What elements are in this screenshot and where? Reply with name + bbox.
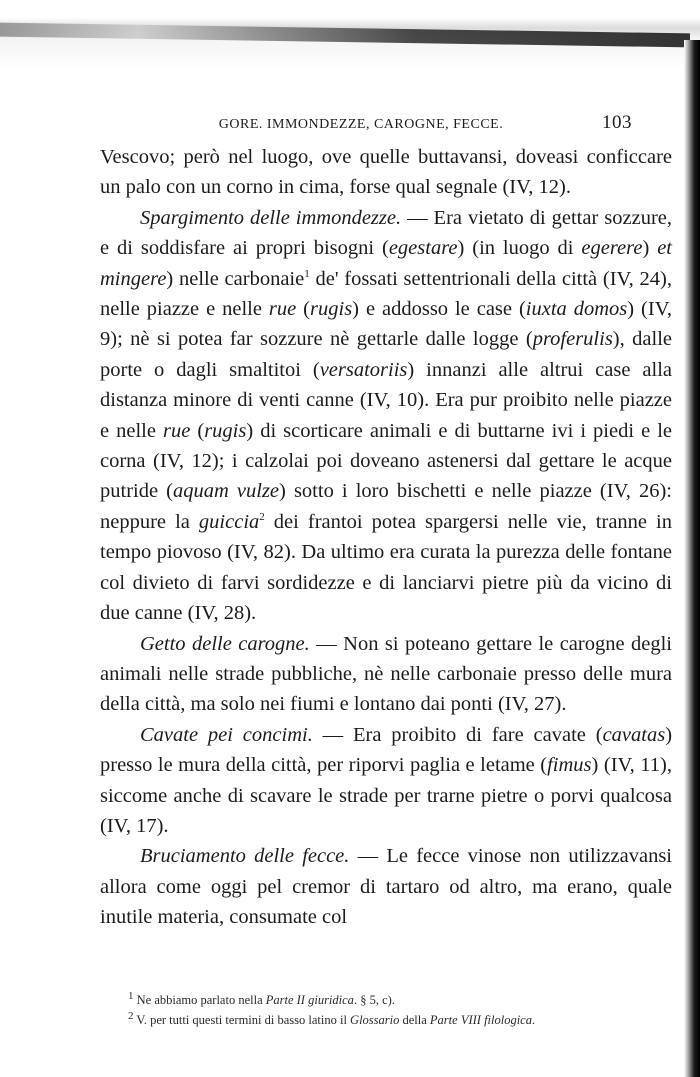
running-head — [100, 112, 672, 142]
text-run: ( — [190, 419, 205, 442]
paragraph-bruciamento — [100, 841, 672, 932]
text-run: ) innanzi alle altrui case alla distanza minore di venti canne (IV, 10). Era pur proibito nelle piazze e nelle — [100, 358, 672, 442]
latin-term: rue — [268, 298, 297, 321]
text-run: ), dalle porte o dagli smaltitoi ( — [100, 328, 672, 381]
latin-term: egestare — [388, 237, 458, 260]
footnote-ref: 1 — [304, 267, 310, 280]
latin-term: versatoriis — [319, 358, 408, 381]
text-run: ) di scorticare animali e di buttarne ivi i piedi e le corna (IV, 12); i calzolai poi doveano astenersi dal gettare le acque putride ( — [100, 419, 672, 503]
title-ref: Glossario — [350, 1013, 400, 1027]
running-head-title: GORE. IMMONDEZZE, CAROGNE, FECCE. — [218, 117, 504, 132]
text-run: ( — [296, 298, 311, 321]
scan-shadow-band — [0, 23, 690, 48]
latin-term: rugis — [204, 419, 247, 442]
text-run: . § 5, c). — [353, 993, 395, 1007]
text-run: V. per tutti questi termini di basso latino il — [133, 1013, 351, 1027]
text-run: — Non si poteano gettare le carogne degli animali nelle strade pubbliche, nè nelle carbonaie presso delle mura della città, ma solo nei fiumi e lontano dai ponti (IV, 27). — [100, 632, 672, 716]
latin-term: fimus — [547, 754, 592, 777]
title-ref: Parte II giuridica — [265, 993, 354, 1007]
text-run: ) (in luogo di — [457, 237, 582, 260]
footnote-2 — [100, 1010, 660, 1030]
footnote-1 — [100, 990, 660, 1010]
latin-term: rugis — [310, 298, 353, 321]
footnote-mark: 1 — [128, 989, 134, 1002]
paragraph-carogne — [100, 629, 672, 720]
text-run: — Era vietato di gettar sozzure, e di soddisfare ai propri bisogni ( — [100, 206, 672, 260]
text-run: ) nelle carbonaie — [166, 267, 305, 290]
book-page — [100, 112, 672, 933]
text-run: ) presso le mura della città, per riporvi paglia e letame ( — [100, 723, 673, 777]
text-run: dei frantoi potea spargersi nelle vie, tranne in tempo piovoso (IV, 82). Da ultimo era curata la purezza delle fontane col divieto di farvi sordidezze e di lanciarvi pietre più da vicino di due canne (IV, 28). — [100, 510, 673, 625]
latin-term: egerere — [581, 237, 643, 260]
text-run: de' fossati settentrionali della città (IV, 24), nelle piazze e nelle — [100, 267, 672, 321]
paragraph-spargimento — [100, 203, 672, 629]
body-text — [100, 142, 672, 933]
latin-term: aquam vulze — [173, 480, 280, 503]
text-run: ) (IV, 11), siccome anche di scavare le strade per trarne pietre o porvi qualcosa (IV, 17). — [100, 754, 672, 837]
footnotes — [100, 990, 660, 1030]
section-heading: Cavate pei concimi. — [140, 723, 313, 746]
section-heading: Spargimento delle immondezze. — [140, 206, 402, 229]
latin-term: et mingere — [100, 237, 672, 290]
text-run: — Era proibito di fare cavate ( — [312, 723, 603, 746]
scan-shadow-top — [0, 0, 700, 70]
section-heading: Bruciamento delle fecce. — [140, 845, 350, 868]
section-heading: Getto delle carogne. — [140, 632, 310, 655]
text-run: ) — [642, 237, 658, 260]
text-run: Ne abbiamo parlato nella — [133, 993, 266, 1007]
title-ref: Parte VIII filologica — [429, 1013, 532, 1027]
text-run: ) e addosso le case ( — [352, 298, 526, 321]
text-run: ) (IV, 9); nè si potea far sozzure nè gettarle dalle logge ( — [100, 298, 672, 351]
text-run: . — [531, 1013, 536, 1027]
paragraph-cavate — [100, 720, 672, 842]
latin-term: guiccia — [198, 510, 260, 533]
text-run: della — [399, 1013, 430, 1027]
text-run: — Le fecce vinose non utilizzavansi allora come oggi pel cremor di tartaro od altro, ma erano, quale inutile materia, consumate col — [100, 845, 672, 929]
page-number: 103 — [602, 112, 632, 133]
footnote-mark: 2 — [128, 1009, 134, 1022]
latin-term: rue — [163, 419, 191, 442]
text-run: ) sotto i loro bischetti e nelle piazze (IV, 26): neppure la — [100, 480, 672, 533]
latin-term: iuxta domos — [525, 298, 628, 321]
page-edge-shadow — [684, 40, 700, 1077]
footnote-ref: 2 — [259, 511, 265, 524]
paragraph-continuation: Vescovo; però nel luogo, ove quelle buttavansi, doveasi conficcare un palo con un corno in cima, forse qual segnale (IV, 12). — [100, 146, 672, 199]
latin-term: proferulis — [532, 328, 613, 351]
latin-term: cavatas — [602, 723, 666, 746]
